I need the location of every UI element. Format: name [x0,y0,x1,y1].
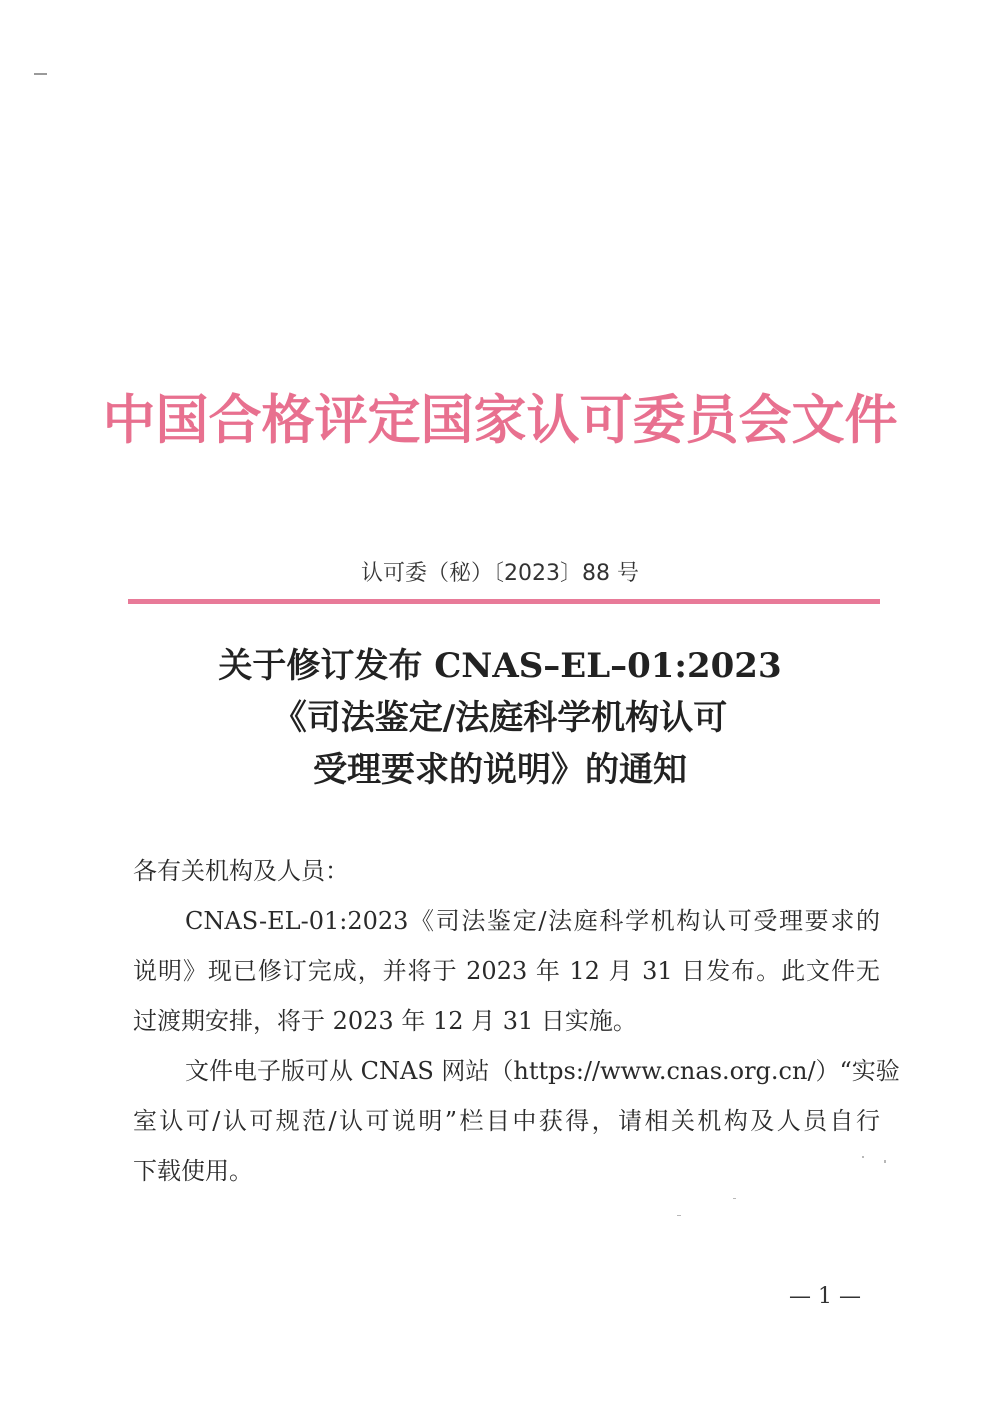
scan-mark [34,73,47,75]
document-number: 认可委（秘）〔2023〕88 号 [361,561,639,586]
notice-body [133,846,900,1196]
paragraph-line: CNAS-EL-01:2023《司法鉴定/法庭科学机构认可受理要求的 [185,907,880,935]
scan-speck [733,1198,736,1199]
salutation: 各有关机构及人员： [133,857,349,885]
scan-speck [677,1215,681,1216]
notice-title-line: 《司法鉴定/法庭科学机构认可 [272,698,728,738]
scan-speck [884,1160,886,1163]
paragraph-line: 说明》现已修订完成，并将于 2023 年 12 月 31 日发布。此文件无 [133,957,880,985]
scan-speck [862,1156,864,1158]
page-number: — 1 — [789,1284,861,1309]
paragraph-line: 室认可/认可规范/认可说明”栏目中获得，请相关机构及人员自行 [133,1107,880,1135]
notice-title-line: 受理要求的说明》的通知 [313,750,687,790]
issuer-header-title: 中国合格评定国家认可委员会文件 [102,389,898,451]
paragraph-line: 过渡期安排，将于 2023 年 12 月 31 日实施。 [133,1007,637,1035]
paragraph-line: 下载使用。 [133,1157,253,1185]
red-divider-line [128,599,880,604]
paragraph-line: 文件电子版可从 CNAS 网站（https://www.cnas.org.cn/）“实验 [185,1057,900,1085]
notice-title-line: 关于修订发布 CNAS–EL–01:2023 [218,646,782,686]
notice-title [0,640,1000,796]
